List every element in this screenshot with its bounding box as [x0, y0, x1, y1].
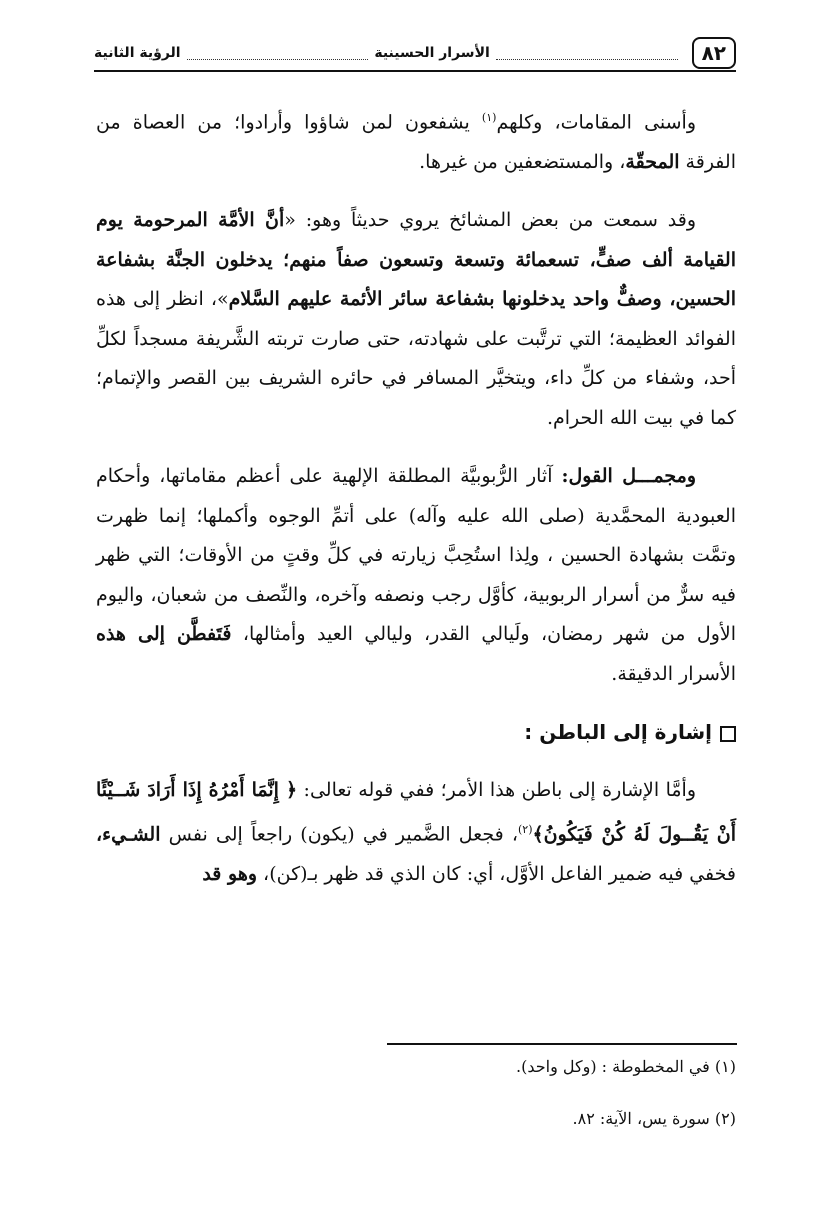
hadith-text: ، وصفٌّ واحد يدخلونها بشفاعة سائر الأئمة عليهم السَّلام: [228, 288, 676, 311]
hadith-text: أنَّ الأمَّة المرحومة يوم القيامة ألف صفٍّ، تسعمائة وتسعة وتسعون صفاً منهم؛ يدخلون الجنَّة بشفاعة الحسين: [96, 209, 736, 311]
text: ، فجعل الضَّمير في (يكون) راجعاً إلى نفس: [160, 823, 518, 846]
footnote-ref: (٢): [517, 823, 533, 837]
paragraph-1: [96, 98, 736, 182]
book-title: الأسرار الحسينية: [374, 45, 490, 61]
paragraph-3: [96, 457, 736, 694]
bold-text: وهو قد: [202, 863, 258, 886]
page-number: ٨٢: [692, 37, 736, 69]
footnote-ref: (١): [481, 111, 497, 124]
footnote-1: (١) في المخطوطة : (وكل واحد).: [516, 1057, 736, 1076]
text: وقد سمعت من بعض المشائخ يروي حديثاً وهو: «: [284, 209, 696, 232]
text: يشفعون لمن شاؤوا وأرادوا؛ من العصاة من الفرقة: [96, 111, 736, 173]
text: آثار الرُّبوبيَّة المطلقة الإلهية على أعظم مقاماتها، وأحكام العبودية المحمَّدية (صلى الله عليه وآله) على أتمِّ الوجوه وأكملها؛ إنما ظهرت وتمَّت بشهادة الحسين ، ولِذا استُحِبَّ زيارته في كلِّ وقتٍ من الأوقات؛ التي ظهر فيه سرٌّ من أسرار الربوبية، كأوَّل رجب ونصفه وآخره، والنِّصف من شعبان، واليوم الأول من شهر رمضان، ولَيالي القدر، وليالي العيد وأمثالها،: [96, 465, 736, 646]
heading-text: إشارة إلى الباطن :: [524, 720, 712, 745]
section-heading: [96, 713, 736, 753]
paragraph-4: [96, 771, 736, 895]
paragraph-2: [96, 201, 736, 438]
footnotes: [96, 1056, 736, 1160]
running-header: [94, 36, 736, 72]
main-text: [96, 98, 736, 914]
text: وأسنى المقامات، وكلهم: [496, 111, 697, 134]
footnote-separator: [387, 1043, 737, 1045]
lead-phrase: ومجمـــل القول:: [561, 465, 696, 488]
text: »، انظر إلى هذه الفوائد العظيمة؛ التي ترتَّبت على شهادته، حتى صارت تربته الشَّريفة مسجداً لكلِّ أحد، وشفاء من كلِّ داء، ويتخيَّر المسافر في حائره الشريف بين القصر والإتمام؛ كما في بيت الله الحرام.: [96, 288, 736, 429]
header-leader-dots: [187, 47, 369, 60]
text: وأمَّا الإشارة إلى باطن هذا الأمر؛ ففي قوله تعالى:: [297, 778, 696, 801]
header-leader-dots: [496, 47, 678, 60]
chapter-title: الرؤية الثانية: [94, 45, 181, 61]
text: فخفي فيه ضمير الفاعل الأوَّل، أي: كان الذي قد ظهر بـ(كن)،: [257, 863, 736, 886]
text: الأسرار الدقيقة.: [611, 662, 736, 685]
bold-text: الشـيء،: [96, 823, 161, 846]
footnote-2: (٢) سورة يس، الآية: ٨٢.: [572, 1109, 736, 1128]
quran-verse: ﴿ إِنَّمَا أَمْرُهُ إِذَا أَرَادَ شَــيْئًا أَنْ يَقُــولَ لَهُ كُنْ فَيَكُونُ﴾: [96, 778, 736, 846]
text: ، والمستضعفين من غيرها.: [419, 150, 626, 173]
bold-text: المحقّة: [625, 150, 680, 173]
bold-text: فَتَفطَّن إلى هذه: [96, 623, 232, 646]
square-bullet-icon: [720, 726, 736, 742]
